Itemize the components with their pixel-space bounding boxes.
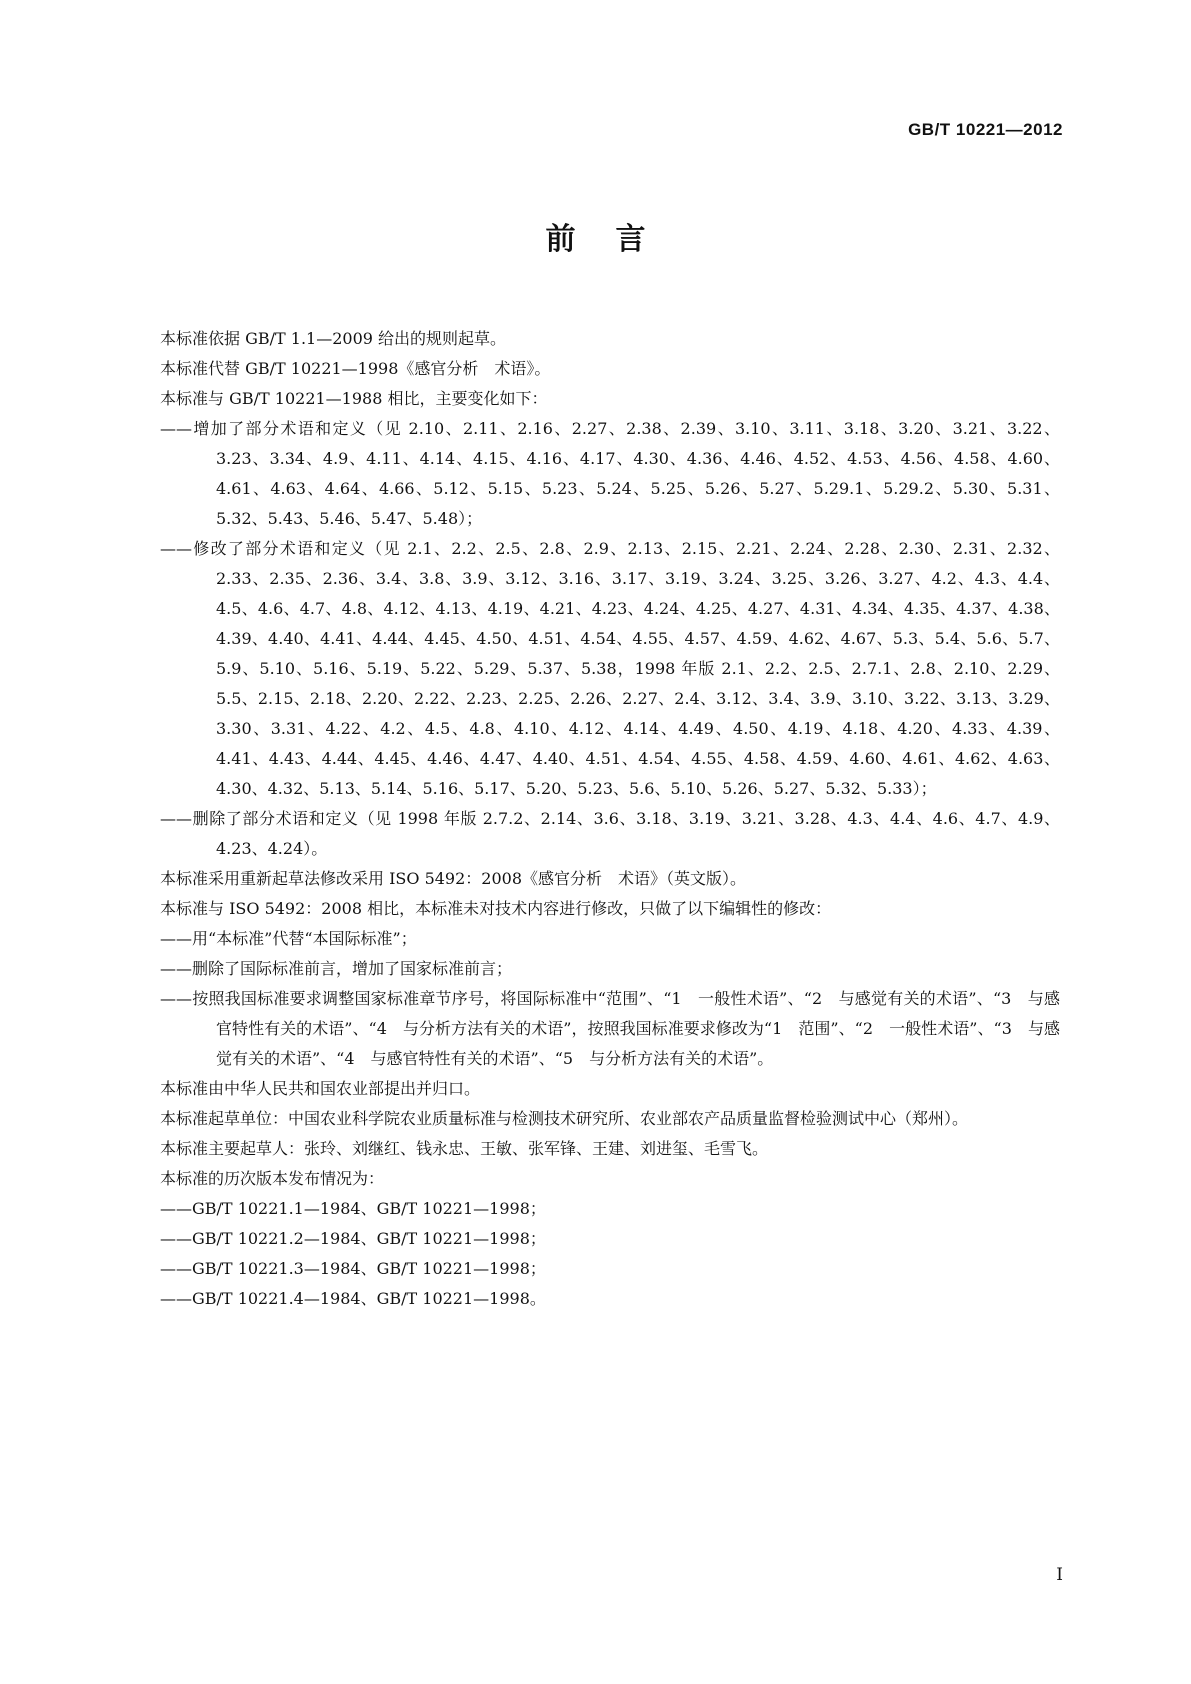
list-item-edit-2: ——删除了国际标准前言，增加了国家标准前言；	[160, 959, 513, 978]
foreword-body	[128, 324, 1060, 1314]
paragraph-iso-adoption: 本标准采用重新起草法修改采用 ISO 5492：2008《感官分析 术语》（英文版）。	[160, 869, 747, 888]
list-item-history-3: ——GB/T 10221.3—1984、GB/T 10221—1998；	[160, 1259, 546, 1278]
paragraph-history-intro: 本标准的历次版本发布情况为：	[160, 1169, 385, 1188]
paragraph-replaces: 本标准代替 GB/T 10221—1998《感官分析 术语》。	[160, 359, 551, 378]
list-item-edit-1: ——用“本标准”代替“本国际标准”；	[160, 929, 417, 948]
paragraph-drafting-rules: 本标准依据 GB/T 1.1—2009 给出的规则起草。	[160, 329, 507, 348]
list-item-added-terms: ——增加了部分术语和定义（见 2.10、2.11、2.16、2.27、2.38、2.39、3.10、3.11、3.18、3.20、3.21、3.22、3.23、3.34、4.9、4.11、4.14、4.15、4.16、4.17、4.30、4.36、4.46、4.52、4.53、4.56、4.58、4.60、4.61、4.63、4.64、4.66、5.12、5.15、5.23、5.24、5.25、5.26、5.27、5.29.1、5.29.2、5.30、5.31、5.32、5.43、5.46、5.47、5.48）；	[160, 419, 1060, 528]
list-item-history-1: ——GB/T 10221.1—1984、GB/T 10221—1998；	[160, 1199, 546, 1218]
list-item-history-2: ——GB/T 10221.2—1984、GB/T 10221—1998；	[160, 1229, 546, 1248]
paragraph-iso-comparison: 本标准与 ISO 5492：2008 相比，本标准未对技术内容进行修改，只做了以下编辑性的修改：	[160, 899, 832, 918]
paragraph-proposed-by: 本标准由中华人民共和国农业部提出并归口。	[160, 1079, 481, 1098]
page-number: I	[1056, 1565, 1063, 1585]
page-title: 前言	[545, 222, 686, 257]
list-item-modified-terms: ——修改了部分术语和定义（见 2.1、2.2、2.5、2.8、2.9、2.13、2.15、2.21、2.24、2.28、2.30、2.31、2.32、2.33、2.35、2.36、3.4、3.8、3.9、3.12、3.16、3.17、3.19、3.24、3.25、3.26、3.27、4.2、4.3、4.4、4.5、4.6、4.7、4.8、4.12、4.13、4.19、4.21、4.23、4.24、4.25、4.27、4.31、4.34、4.35、4.37、4.38、4.39、4.40、4.41、4.44、4.45、4.50、4.51、4.54、4.55、4.57、4.59、4.62、4.67、5.3、5.4、5.6、5.7、5.9、5.10、5.16、5.19、5.22、5.29、5.37、5.38，1998 年版 2.1、2.2、2.5、2.7.1、2.8、2.10、2.29、5.5、2.15、2.18、2.20、2.22、2.23、2.25、2.26、2.27、2.4、3.12、3.4、3.9、3.10、3.22、3.13、3.29、3.30、3.31、4.22、4.2、4.5、4.8、4.10、4.12、4.14、4.49、4.50、4.19、4.18、4.20、4.33、4.39、4.41、4.43、4.44、4.45、4.46、4.47、4.40、4.51、4.54、4.55、4.58、4.59、4.60、4.61、4.62、4.63、4.30、4.32、5.13、5.14、5.16、5.17、5.20、5.23、5.6、5.10、5.26、5.27、5.32、5.33）；	[160, 539, 1060, 798]
list-item-deleted-terms: ——删除了部分术语和定义（见 1998 年版 2.7.2、2.14、3.6、3.18、3.19、3.21、3.28、4.3、4.4、4.6、4.7、4.9、4.23、4.24）。	[160, 809, 1060, 858]
standard-code-header: GB/T 10221—2012	[908, 120, 1063, 139]
paragraph-drafters: 本标准主要起草人：张玲、刘继红、钱永忠、王敏、张军锋、王建、刘进玺、毛雪飞。	[160, 1139, 769, 1158]
list-item-history-4: ——GB/T 10221.4—1984、GB/T 10221—1998。	[160, 1289, 546, 1308]
list-item-edit-3: ——按照我国标准要求调整国家标准章节序号，将国际标准中“范围”、“1 一般性术语”、“2 与感觉有关的术语”、“3 与感官特性有关的术语”、“4 与分析方法有关的术语”，按照我国标准要求修改为“1 范围”、“2 一般性术语”、“3 与感觉有关的术语”、“4 与感官特性有关的术语”、“5 与分析方法有关的术语”。	[160, 989, 1060, 1068]
paragraph-changes-intro: 本标准与 GB/T 10221—1988 相比，主要变化如下：	[160, 389, 548, 408]
paragraph-drafting-units: 本标准起草单位：中国农业科学院农业质量标准与检测技术研究所、农业部农产品质量监督检验测试中心（郑州）。	[160, 1109, 969, 1128]
